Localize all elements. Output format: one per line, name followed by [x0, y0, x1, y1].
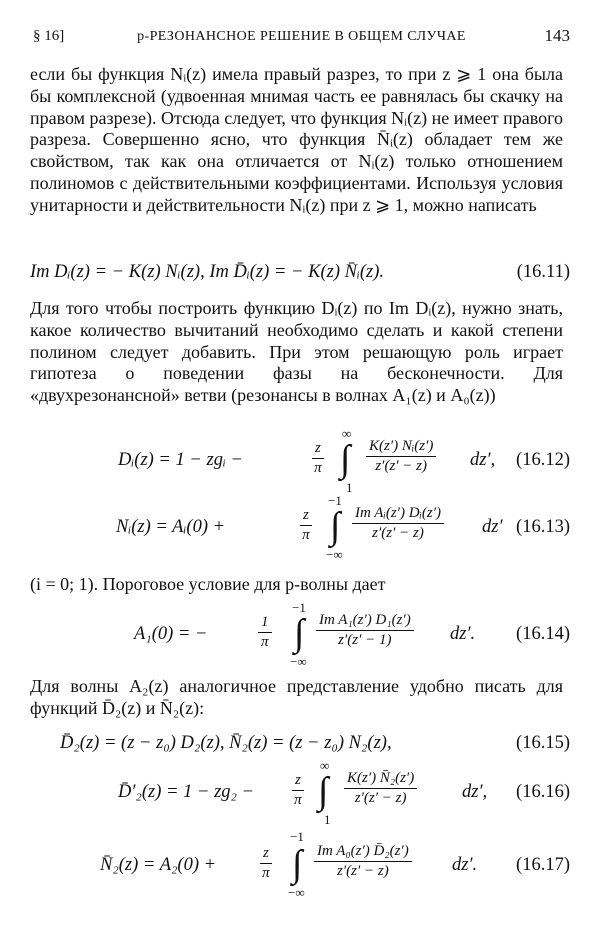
- integral-sign: ∫: [292, 843, 303, 885]
- equation-16-14-differential: dz′.: [450, 624, 476, 644]
- equation-16-13-number: (16.13): [516, 517, 570, 537]
- equation-16-12-number: (16.12): [516, 450, 570, 470]
- equation-16-13-coef: $\frac{z}{\pi}$: [300, 507, 312, 544]
- equation-16-14: [30, 602, 570, 672]
- equation-16-11-number: (16.11): [516, 262, 570, 282]
- paragraph-2: Для того чтобы построить функцию Dᵢ(z) по Im Dᵢ(z), нужно знать, какое количество вычитаний необходимо сделать и какой степени полином следует добавить. При этом решающую роль играет гипотеза о поведении фазы на бесконечности. Для «двухрезонансной» ветви (резонансы в волнах A₁(z) и A₀(z)): [30, 298, 563, 406]
- page-number: 143: [544, 26, 570, 45]
- running-header: [33, 26, 570, 50]
- equation-16-17-lhs: N̄₂(z) = A₂(0) +: [100, 855, 217, 875]
- equation-16-15-number: (16.15): [516, 733, 570, 753]
- integral-sign: ∫: [318, 770, 329, 812]
- equation-16-13: [30, 493, 570, 567]
- equation-16-16-lhs: D̄′₂(z) = 1 − zg₂ −: [118, 782, 255, 802]
- equation-16-12-upper-limit: ∞: [342, 426, 352, 441]
- equation-16-11: [30, 262, 570, 286]
- equation-16-17-lower-limit: −∞: [288, 885, 305, 900]
- equation-16-14-upper-limit: −1: [292, 600, 306, 615]
- equation-16-16-integrand: $\frac{\text{K(z′) N̄₂(z′)}}{z'(z' - z)}$: [344, 770, 417, 807]
- equation-16-13-differential: dz′: [482, 517, 503, 537]
- equation-16-12-differential: dz′,: [470, 450, 496, 470]
- equation-16-16-upper-limit: ∞: [320, 758, 330, 773]
- equation-16-17-coef: $\frac{z}{\pi}$: [260, 845, 272, 882]
- equation-16-12-integrand: $\frac{\text{K(z′) Nᵢ(z′)}}{z'(z' - z)}$: [366, 438, 436, 475]
- equation-16-14-coef: $\frac{1}{\pi}$: [258, 614, 272, 651]
- equation-16-12-coef: $\frac{z}{\pi}$: [312, 440, 324, 477]
- equation-16-11-body: Im Dᵢ(z) = − K(z) Nᵢ(z), Im D̄ᵢ(z) = − K(z) N̄ᵢ(z).: [30, 262, 385, 282]
- equation-16-13-integrand: $\frac{\text{Im Aᵢ(z′) Dᵢ(z′)}}{z'(z' - z)}$: [352, 505, 444, 542]
- equation-16-16-coef: $\frac{z}{\pi}$: [292, 772, 304, 809]
- equation-16-15-body: D̄₂(z) = (z − z₀) D₂(z), N̄₂(z) = (z − z₀) N₂(z),: [60, 733, 392, 753]
- equation-16-16-differential: dz′,: [462, 782, 488, 802]
- section-mark: § 16]: [33, 28, 65, 44]
- integral-sign: ∫: [340, 438, 351, 480]
- equation-16-12: [30, 428, 570, 498]
- equation-16-14-lhs: A₁(0) = −: [134, 624, 208, 644]
- equation-16-16-lower-limit: 1: [324, 812, 331, 827]
- integral-sign: ∫: [294, 612, 305, 654]
- equation-16-13-lhs: Nᵢ(z) = Aᵢ(0) +: [116, 517, 226, 537]
- equation-16-13-lower-limit: −∞: [326, 547, 343, 562]
- equation-16-17-differential: dz′.: [452, 855, 478, 875]
- equation-16-17-number: (16.17): [516, 855, 570, 875]
- equation-16-17: [30, 829, 570, 903]
- equation-16-13-upper-limit: −1: [328, 493, 342, 508]
- equation-16-14-number: (16.14): [516, 624, 570, 644]
- equation-16-14-lower-limit: −∞: [290, 654, 307, 669]
- paragraph-1: если бы функция Nᵢ(z) имела правый разрез, то при z ⩾ 1 она была бы комплексной (удвоенная мнимая часть ее равнялась бы скачку на правом разрезе). Отсюда следует, что функция Nᵢ(z) не имеет правого разреза. Совершенно ясно, что функция N̄ᵢ(z) обладает тем же свойством, так как она отличается от Nᵢ(z) только отношением полиномов с действительными коэффициентами. Используя условия унитарности и действительности Nᵢ(z) при z ⩾ 1, можно написать: [30, 64, 564, 215]
- equation-16-17-upper-limit: −1: [290, 829, 304, 844]
- equation-16-12-lower-limit: 1: [346, 480, 353, 495]
- equation-16-14-integrand: $\frac{\text{Im A₁(z′) D₁(z′)}}{z'(z' - 1)}$: [316, 612, 414, 649]
- equation-16-16: [30, 760, 570, 830]
- equation-16-12-lhs: Dᵢ(z) = 1 − zgᵢ −: [118, 450, 244, 470]
- integral-sign: ∫: [330, 505, 341, 547]
- equation-16-15: [30, 733, 570, 757]
- running-title: p-РЕЗОНАНСНОЕ РЕШЕНИЕ В ОБЩЕМ СЛУЧАЕ: [137, 29, 466, 44]
- paragraph-4: Для волны A₂(z) аналогичное представление удобно писать для функций D̄₂(z) и N̄₂(z):: [30, 676, 563, 718]
- equation-16-17-integrand: $\frac{\text{Im A₀(z′) D̄₂(z′)}}{z'(z' - z)}$: [314, 843, 412, 880]
- equation-16-16-number: (16.16): [516, 782, 570, 802]
- paragraph-3: (i = 0; 1). Пороговое условие для p-волны дает: [30, 574, 386, 594]
